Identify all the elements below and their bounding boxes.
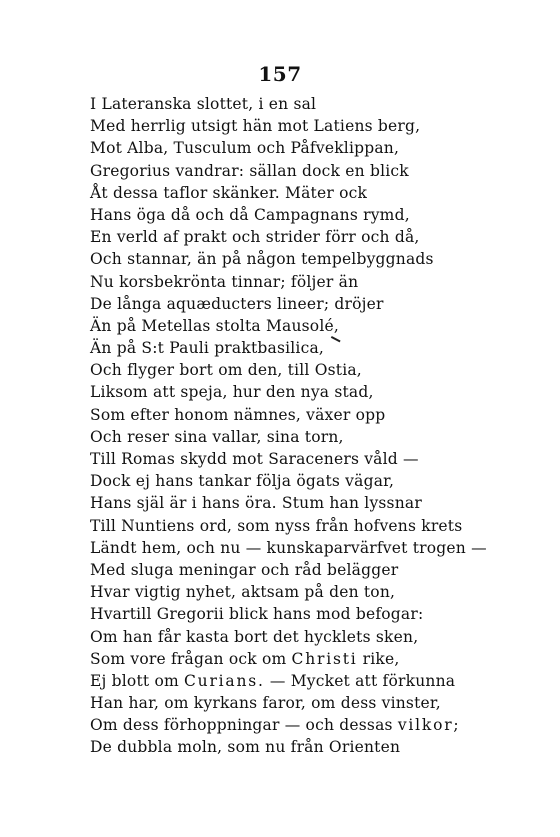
- poem-line: De långa aquæducters lineer; dröjer: [90, 294, 384, 313]
- poem-line: Och stannar, än på någon tempelbyggnads: [90, 250, 434, 269]
- poem-line: Gregorius vandrar: sällan dock en blick: [90, 161, 409, 180]
- poem-line: Han har, om kyrkans faror, om dess vinster,: [90, 694, 441, 713]
- line-text: ;: [453, 716, 459, 735]
- poem-line: Hvartill Gregorii blick hans mod befogar:: [90, 605, 424, 624]
- poem-line: Om han får kasta bort det hycklets sken,: [90, 627, 419, 646]
- poem-text: [90, 93, 520, 759]
- poem-line: Hans öga då och då Campagnans rymd,: [90, 205, 410, 224]
- poem-line: Till Nuntiens ord, som nyss från hofvens krets: [90, 516, 463, 535]
- line-text: rike,: [357, 649, 400, 668]
- poem-line: Nu korsbekrönta tinnar; följer än: [90, 272, 359, 291]
- poem-line: En verld af prakt och strider förr och då,: [90, 228, 420, 247]
- poem-line: Som efter honom nämnes, växer opp: [90, 405, 386, 424]
- spaced-word: Christi: [291, 649, 358, 668]
- poem-line: Mot Alba, Tusculum och Påfveklippan,: [90, 139, 400, 158]
- poem-line: Dock ej hans tankar följa ögats vägar,: [90, 472, 395, 491]
- poem-line: Liksom att speja, hur den nya stad,: [90, 383, 374, 402]
- poem-line: Ländt hem, och nu — kunskaparvärfvet trogen —: [90, 538, 487, 557]
- poem-line: Än på Metellas stolta Mausolé,: [90, 316, 339, 335]
- line-text: Ej blott om: [90, 671, 179, 690]
- poem-line: Med sluga meningar och råd belägger: [90, 560, 399, 579]
- spaced-word: Curians.: [184, 671, 265, 690]
- line-text: — Mycket att förkunna: [264, 671, 456, 690]
- poem-line: Hvar vigtig nyhet, aktsam på den ton,: [90, 583, 396, 602]
- poem-line: Och flyger bort om den, till Ostia,: [90, 361, 362, 380]
- poem-line: Än på S:t Pauli praktbasilica,: [90, 339, 325, 358]
- poem-line: [90, 648, 520, 670]
- poem-line: De dubbla moln, som nu från Orienten: [90, 738, 401, 757]
- spaced-word: vilkor: [397, 716, 454, 735]
- poem-line: Hans själ är i hans öra. Stum han lyssnar: [90, 494, 422, 513]
- page-number: 157: [258, 62, 302, 86]
- poem-line: I Lateranska slottet, i en sal: [90, 95, 317, 113]
- poem-line: Till Romas skydd mot Saraceners våld —: [90, 450, 419, 468]
- poem-line: Åt dessa taflor skänker. Mäter ock: [90, 183, 368, 202]
- poem-line: Med herrlig utsigt hän mot Latiens berg,: [90, 117, 421, 136]
- poem-line: [90, 714, 520, 736]
- line-text: Som vore frågan ock om: [90, 649, 287, 668]
- line-text: Om dess förhoppningar — och dessas: [90, 716, 393, 735]
- poem-line: [90, 670, 520, 692]
- poem-line: Och reser sina vallar, sina torn,: [90, 427, 344, 446]
